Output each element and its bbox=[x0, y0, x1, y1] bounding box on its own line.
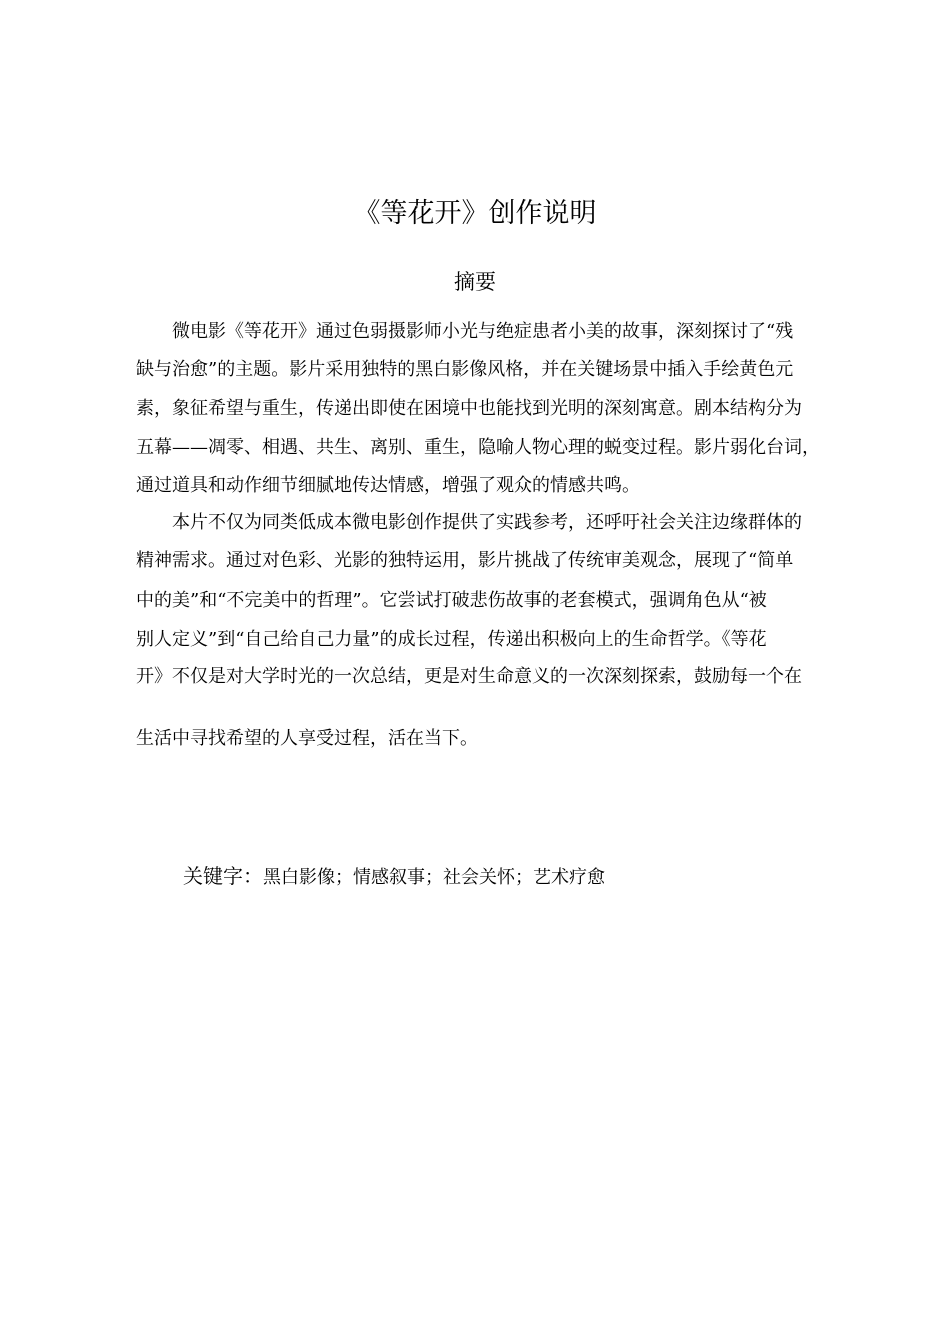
paragraph-2-line: 生活中寻找希望的人享受过程，活在当下。 bbox=[136, 728, 478, 749]
keywords-line bbox=[183, 862, 605, 892]
paragraph-1-line: 通过道具和动作细节细腻地传达情感，增强了观众的情感共鸣。 bbox=[136, 475, 640, 496]
paragraph-1-line: 微电影《等花开》通过色弱摄影师小光与绝症患者小美的故事，深刻探讨了“残 bbox=[172, 321, 794, 342]
paragraph-1-line: 五幕——凋零、相遇、共生、离别、重生，隐喻人物心理的蜕变过程。影片弱化台词， bbox=[136, 437, 820, 458]
abstract-heading: 摘要 bbox=[454, 270, 496, 294]
keywords-text: 黑白影像；情感叙事；社会关怀；艺术疗愈 bbox=[263, 867, 605, 888]
paragraph-1-line: 素，象征希望与重生，传递出即使在困境中也能找到光明的深刻寓意。剧本结构分为 bbox=[136, 398, 802, 419]
paragraph-2-line: 开》不仅是对大学时光的一次总结，更是对生命意义的一次深刻探索，鼓励每一个在 bbox=[136, 666, 802, 687]
paragraph-2-line: 别人定义”到“自己给自己力量”的成长过程，传递出积极向上的生命哲学。《等花 bbox=[136, 629, 767, 650]
paragraph-2-line: 精神需求。通过对色彩、光影的独特运用，影片挑战了传统审美观念，展现了“简单 bbox=[136, 550, 794, 571]
document-title: 《等花开》创作说明 bbox=[353, 198, 597, 229]
keywords-label: 关键字： bbox=[183, 864, 263, 888]
paragraph-2-line: 中的美”和“不完美中的哲理”。它尝试打破悲伤故事的老套模式，强调角色从“被 bbox=[136, 590, 767, 611]
paragraph-2-line: 本片不仅为同类低成本微电影创作提供了实践参考，还呼吁社会关注边缘群体的 bbox=[172, 512, 802, 533]
paragraph-1-line: 缺与治愈”的主题。影片采用独特的黑白影像风格，并在关键场景中插入手绘黄色元 bbox=[136, 359, 794, 380]
